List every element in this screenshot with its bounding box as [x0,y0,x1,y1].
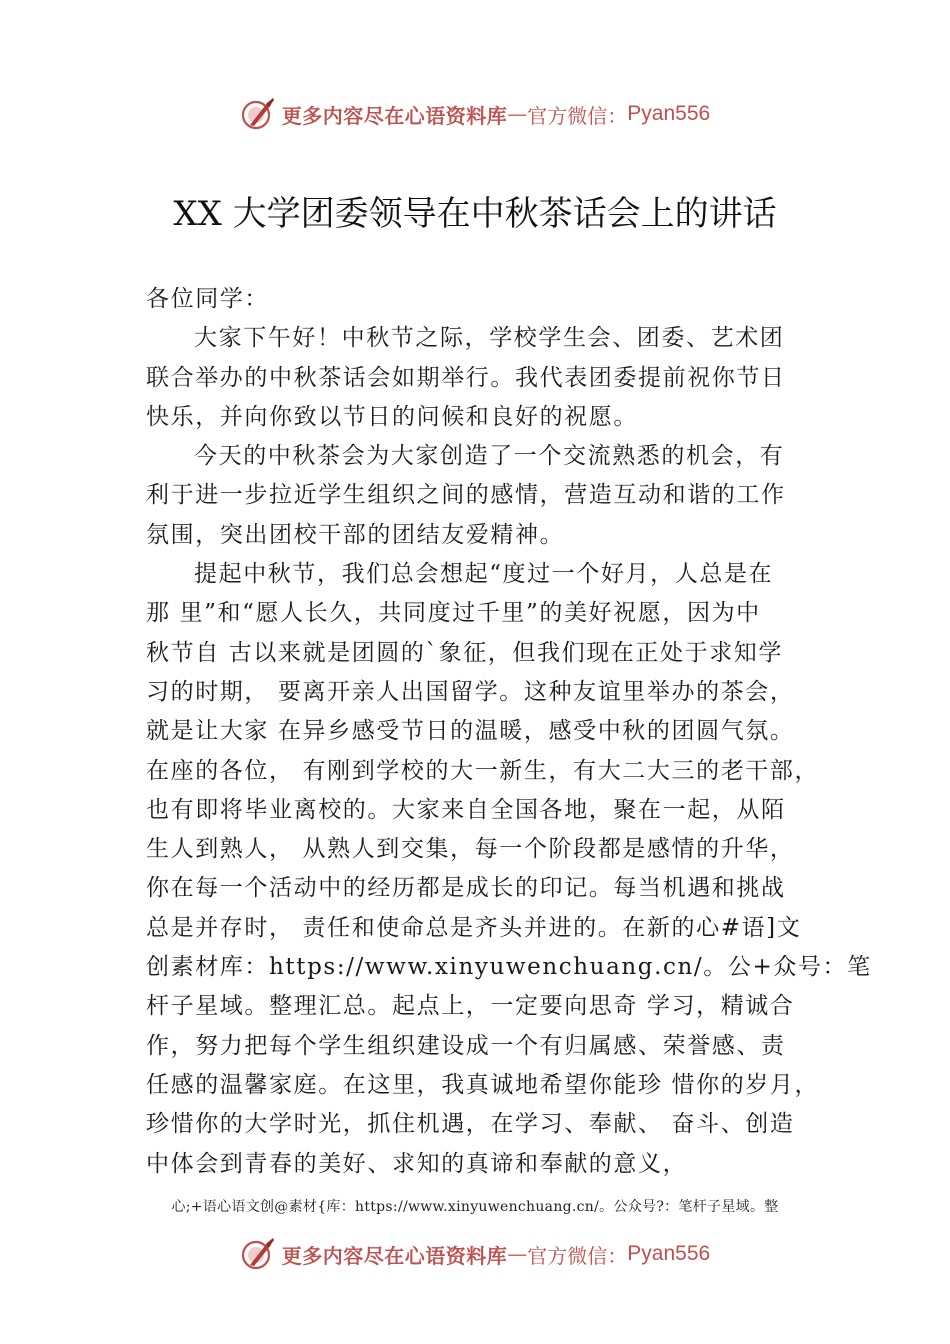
banner-separator: — [507,1242,528,1266]
paragraph-line: 氛围，突出团校干部的团结友爱精神。 [146,521,565,548]
paragraph-line: 大家下午好！中秋节之际，学校学生会、团委、艺术团 [194,325,785,352]
document-body [146,280,872,1184]
banner-wechat-id: Pyan556 [627,102,711,125]
salutation-line: 各位同学： [146,286,269,312]
banner-wechat-id: Pyan556 [627,1242,711,1265]
paragraph-line: 作，努力把每个学生组织建设成一个有归属感、荣誉感、责 [146,1032,786,1059]
banner-brand-text: 更多内容尽在心语资料库 [281,103,508,128]
banner-separator: — [507,102,528,126]
banner-wechat-label: 官方微信： [527,1243,628,1268]
document-title: XX 大学团委领导在中秋茶话会上的讲话 [173,194,777,234]
paragraph-line: 珍惜你的大学时光，抓住机遇，在学习、奉献、 奋斗、创造 [146,1111,795,1138]
paragraph-line: 习的时期， 要离开亲人出国留学。这种友谊里举办的茶会， [146,678,795,705]
paragraph-line: 在座的各位， 有刚到学校的大一新生，有大二大三的老干部， [146,757,820,784]
banner-brand-text: 更多内容尽在心语资料库 [281,1243,508,1268]
paragraph-line: 中体会到青春的美好、求知的真谛和奉献的意义， [146,1150,688,1177]
paragraph-line: 秋节自 古以来就是团圆的`象征，但我们现在正处于求知学 [146,639,784,666]
paragraph-line: 你在每一个活动中的经历都是成长的印记。每当机遇和挑战 [146,875,786,902]
paragraph-line: 利于进一步拉近学生组织之间的感情，营造互动和谐的工作 [146,482,786,509]
paragraph-line: 快乐，并向你致以节日的问候和良好的祝愿。 [146,403,638,430]
quill-pen-seal-icon [240,96,276,132]
paragraph-line: 任感的温馨家庭。在这里，我真诚地希望你能珍 惜你的岁月， [146,1071,820,1098]
paragraph-line: 提起中秋节，我们总会想起“度过一个好月，人总是在 [194,561,774,588]
paragraph-line: 也有即将毕业离校的。大家来自全国各地，聚在一起，从陌 [146,796,786,823]
footer-banner [0,1232,950,1276]
paragraph-line: 创素材库：https://www.xinyuwenchuang.cn/。公+众号：笔 [146,954,872,981]
header-banner [0,92,950,136]
paragraph-line: 今天的中秋茶会为大家创造了一个交流熟悉的机会，有 [194,443,785,470]
paragraph-line: 那 里”和“愿人长久，共同度过千里”的美好祝愿，因为中 [146,600,761,627]
paragraph-line: 就是让大家 在异乡感受节日的温暖，感受中秋的团圆气氛。 [146,718,795,745]
paragraph-line: 联合举办的中秋茶话会如期举行。我代表团委提前祝你节日 [146,364,786,391]
footer-watermark-note: 心;+语心语文创@素材{库：https://www.xinyuwenchuang.cn/。公众号?：笔杆子星域。整 [171,1199,779,1215]
paragraph-line: 总是并存时， 责任和使命总是齐头并进的。在新的心#语]文 [146,914,802,941]
paragraph-line: 杆子星域。整理汇总。起点上，一定要向思奇 学习，精诚合 [146,993,795,1020]
quill-pen-seal-icon [240,1236,276,1272]
banner-wechat-label: 官方微信： [527,103,628,128]
paragraph-line: 生人到熟人， 从熟人到交集，每一个阶段都是感情的升华， [146,836,795,863]
